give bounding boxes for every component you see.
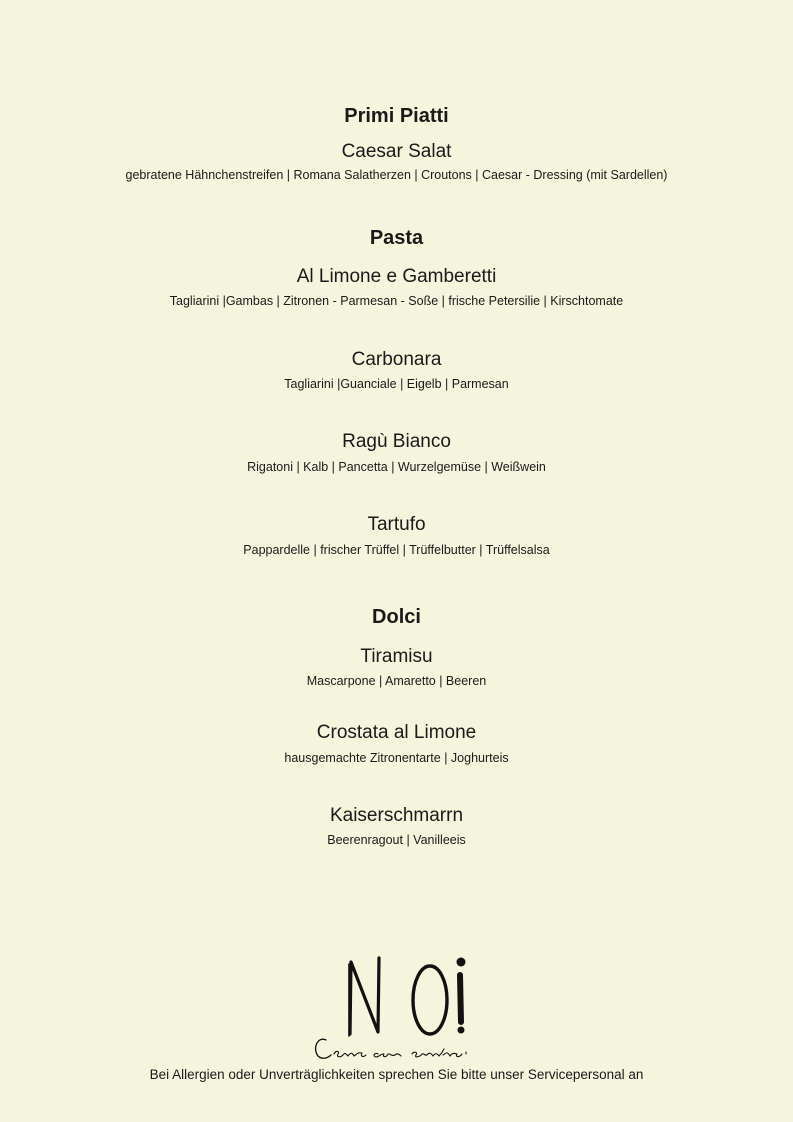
dish-name-ragu-bianco: Ragù Bianco [342, 431, 451, 452]
section-title-dolci: Dolci [372, 606, 421, 628]
dish-name-carbonara: Carbonara [351, 349, 442, 370]
dish-description-caesar-salat: gebratene Hähnchenstreifen | Romana Salatherzen | Croutons | Caesar - Dressing (mit Sardellen) [125, 168, 668, 182]
dish-name-kaiserschmarrn: Kaiserschmarrn [329, 805, 464, 826]
dish-description-al-limone: Tagliarini |Gambas | Zitronen - Parmesan - Soße | frische Petersilie | Kirschtomate [169, 294, 624, 308]
dish-name-caesar-salat: Caesar Salat [341, 141, 452, 162]
dish-name-tartufo: Tartufo [367, 514, 426, 535]
dish-description-kaiserschmarrn: Beerenragout | Vanilleeis [327, 833, 466, 847]
dish-description-tiramisu: Mascarpone | Amaretto | Beeren [306, 674, 487, 688]
dish-description-tartufo: Pappardelle | frischer Trüffel | Trüffelbutter | Trüffelsalsa [243, 543, 550, 557]
section-title-pasta: Pasta [369, 227, 424, 249]
dish-name-crostata-al-limone: Crostata al Limone [316, 722, 477, 743]
allergy-notice: Bei Allergien oder Unverträglichkeiten sprechen Sie bitte unser Servicepersonal an [149, 1067, 644, 1082]
dish-description-ragu-bianco: Rigatoni | Kalb | Pancetta | Wurzelgemüse | Weißwein [247, 460, 546, 474]
noi-logo [300, 950, 500, 1065]
dish-name-tiramisu: Tiramisu [360, 646, 433, 667]
section-title-primi-piatti: Primi Piatti [344, 105, 449, 127]
dish-description-crostata-al-limone: hausgemachte Zitronentarte | Joghurteis [284, 751, 509, 765]
dish-description-carbonara: Tagliarini |Guanciale | Eigelb | Parmesan [284, 377, 509, 391]
dish-name-al-limone: Al Limone e Gamberetti [296, 266, 497, 287]
